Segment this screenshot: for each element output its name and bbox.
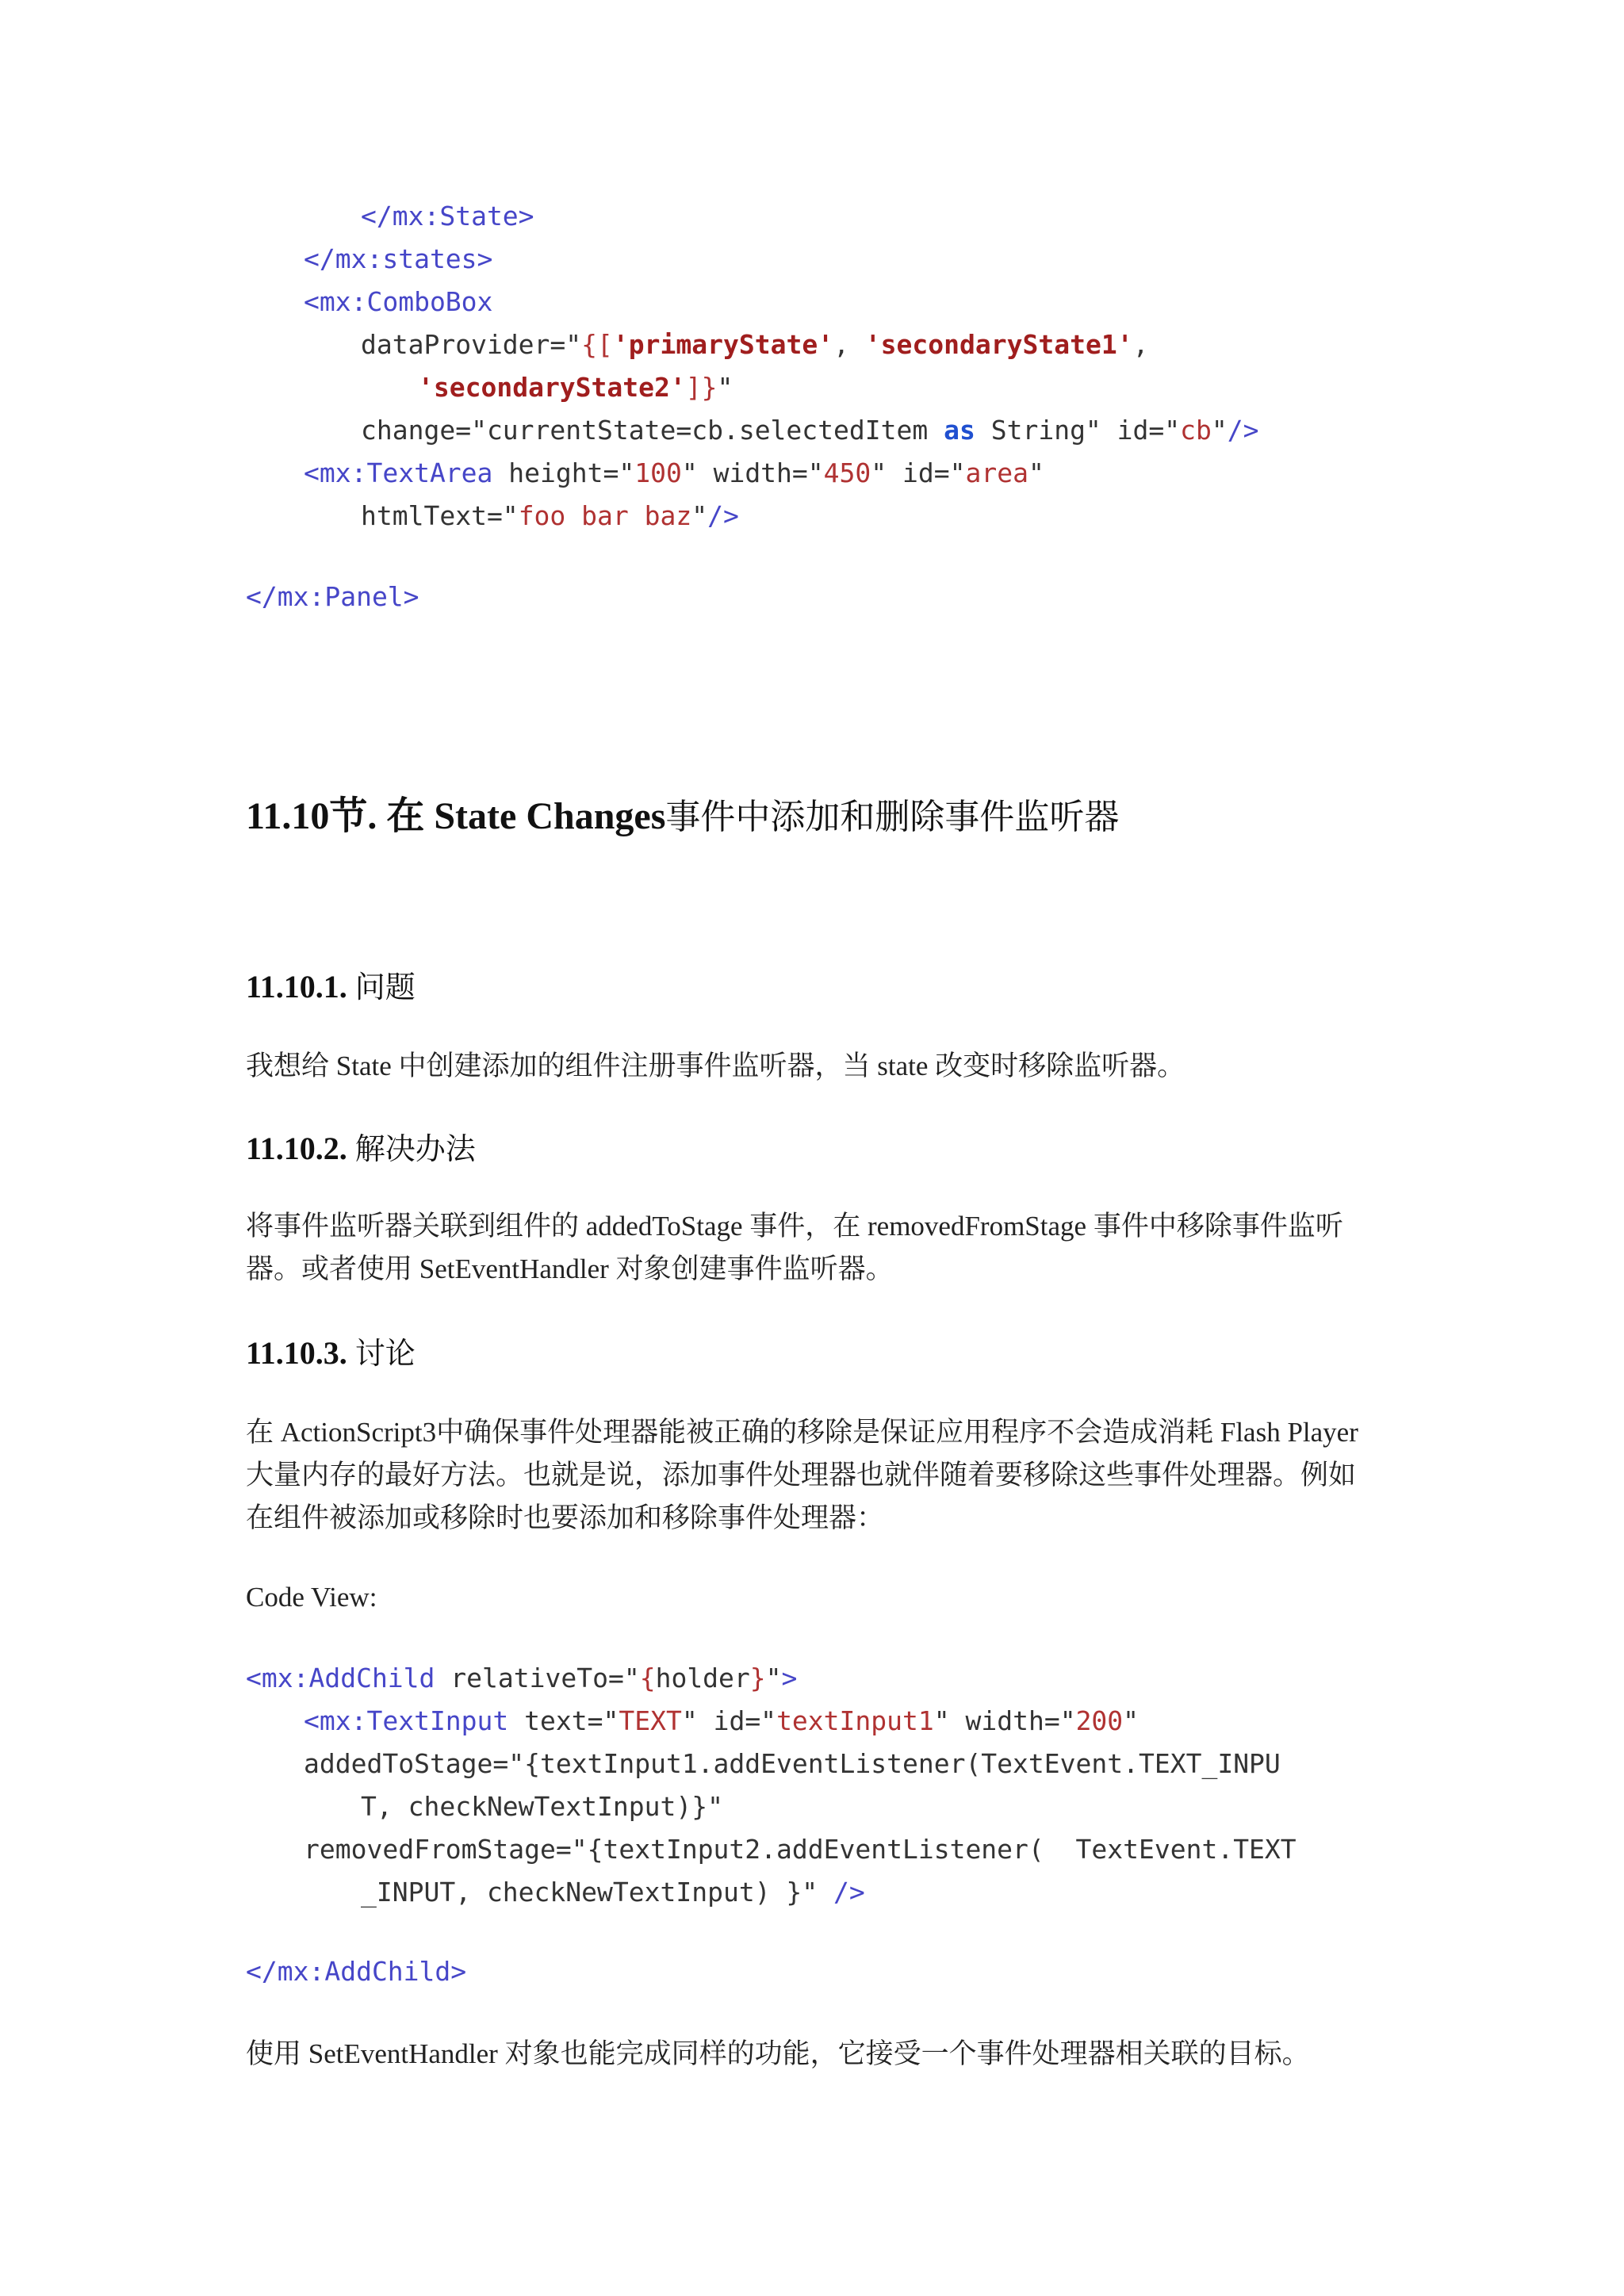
code-token: , [833, 329, 865, 360]
code-token: /> [1227, 415, 1259, 446]
code-token: <mx:TextInput [304, 1705, 509, 1736]
code2-line-6 [361, 1871, 865, 1914]
code-line-3 [304, 281, 492, 323]
code-token: " [691, 500, 708, 531]
code-view-label: Code View: [246, 1582, 377, 1613]
code-token: <mx:ComboBox [304, 286, 493, 317]
code-token: " [1211, 415, 1228, 446]
code2-line-3 [304, 1743, 1281, 1785]
code-line-4 [361, 323, 1148, 366]
code-token: TEXT [619, 1705, 682, 1736]
code-token: " id=" [681, 1705, 777, 1736]
solution-body: 将事件监听器关联到组件的 addedToStage 事件，在 removedFromStage 事件中移除事件监听器。或者使用 SetEventHandler 对象创建事件监听器。 [246, 1211, 1343, 1284]
discussion-heading-text: 讨论 [354, 1336, 416, 1371]
code-line-2 [304, 238, 492, 281]
code-token: 'primaryState' [612, 329, 834, 360]
code-token: addedToStage="{textInput1.addEventListener(TextEvent.TEXT_INPU [304, 1748, 1281, 1779]
code-token: " width=" [933, 1705, 1076, 1736]
code2-line-2 [304, 1700, 1139, 1743]
code-token: " id=" [871, 457, 966, 488]
code-token: _INPUT, checkNewTextInput) }" [361, 1877, 834, 1908]
code2-closing-addchild: </mx:AddChild> [246, 1956, 467, 1987]
code-token: /> [833, 1877, 865, 1908]
discussion-heading [246, 1329, 416, 1372]
solution-heading-number: 11.10.2. [246, 1131, 347, 1166]
code-token: cb [1180, 415, 1212, 446]
section-heading [246, 785, 1119, 840]
code-token: 'secondaryState1' [864, 329, 1133, 360]
code-token: " width=" [681, 457, 824, 488]
code-token: 100 [634, 457, 682, 488]
problem-heading [246, 962, 416, 1006]
code-token: 200 [1075, 1705, 1124, 1736]
problem-body: 我想给 State 中创建添加的组件注册事件监听器，当 state 改变时移除监听器。 [246, 1050, 1185, 1081]
code-token: 'secondaryState2' [418, 372, 686, 403]
problem-heading-text: 问题 [354, 970, 416, 1004]
section-title-cn: 事件中添加和删除事件监听器 [665, 797, 1120, 837]
code-line-7 [304, 452, 1044, 495]
code-token: { [639, 1663, 656, 1693]
discussion-heading-number: 11.10.3. [246, 1335, 347, 1371]
code-token: area [965, 457, 1028, 488]
code-line-6 [361, 409, 1259, 452]
solution-heading [246, 1124, 476, 1168]
code-token: dataProvider=" [361, 329, 582, 360]
closing-paragraph: 使用 SetEventHandler 对象也能完成同样的功能，它接受一个事件处理器相关联的目标。 [246, 2038, 1310, 2069]
code-token: {[ [581, 329, 613, 360]
code-token: /> [707, 500, 739, 531]
code-token: textInput1 [776, 1705, 934, 1736]
code-token: change="currentState=cb.selectedItem [361, 415, 944, 446]
code2-line-1 [246, 1657, 797, 1700]
code-token: htmlText=" [361, 500, 519, 531]
code-token: relativeTo=" [435, 1663, 640, 1693]
code-token: height=" [492, 457, 635, 488]
code-line-1 [361, 195, 534, 238]
code-token: <mx:TextArea [304, 457, 493, 488]
code-token: holder [655, 1663, 750, 1693]
code-token: , [1132, 329, 1149, 360]
code-token: " [765, 1663, 782, 1693]
code-line-5 [418, 366, 733, 409]
code-token: foo bar baz [518, 500, 692, 531]
discussion-body: 在 ActionScript3中确保事件处理器能被正确的移除是保证应用程序不会造成消耗 Flash Player 大量内存的最好方法。也就是说，添加事件处理器也就伴随着要移除这些事件处理器。例如在组件被添加或移除时也要添加和移除事件处理器： [246, 1417, 1358, 1533]
problem-heading-number: 11.10.1. [246, 969, 347, 1004]
solution-heading-text: 解决办法 [354, 1131, 476, 1166]
code-token: text=" [508, 1705, 619, 1736]
code2-line-5 [304, 1828, 1297, 1871]
code-token: as [944, 415, 975, 446]
code-token: " [717, 372, 733, 403]
code-token: </mx:State> [361, 201, 534, 232]
code-token: 450 [823, 457, 871, 488]
code-token: String" id=" [975, 415, 1181, 446]
section-title-en: 在 State Changes [386, 795, 666, 837]
code2-line-4 [361, 1785, 723, 1828]
code-token: > [781, 1663, 798, 1693]
code-token: ]} [685, 372, 718, 403]
code-token: <mx:AddChild [246, 1663, 435, 1693]
code-token: removedFromStage="{textInput2.addEventListener( TextEvent.TEXT [304, 1834, 1297, 1865]
code-token: </mx:states> [304, 243, 493, 274]
code-token: } [749, 1663, 766, 1693]
code-closing-panel: </mx:Panel> [246, 581, 419, 612]
code-line-8 [361, 495, 739, 538]
code-token: " [1123, 1705, 1139, 1736]
code-token: T, checkNewTextInput)}" [361, 1791, 723, 1822]
section-number: 11.10节. [246, 795, 377, 837]
code-token: " [1028, 457, 1044, 488]
